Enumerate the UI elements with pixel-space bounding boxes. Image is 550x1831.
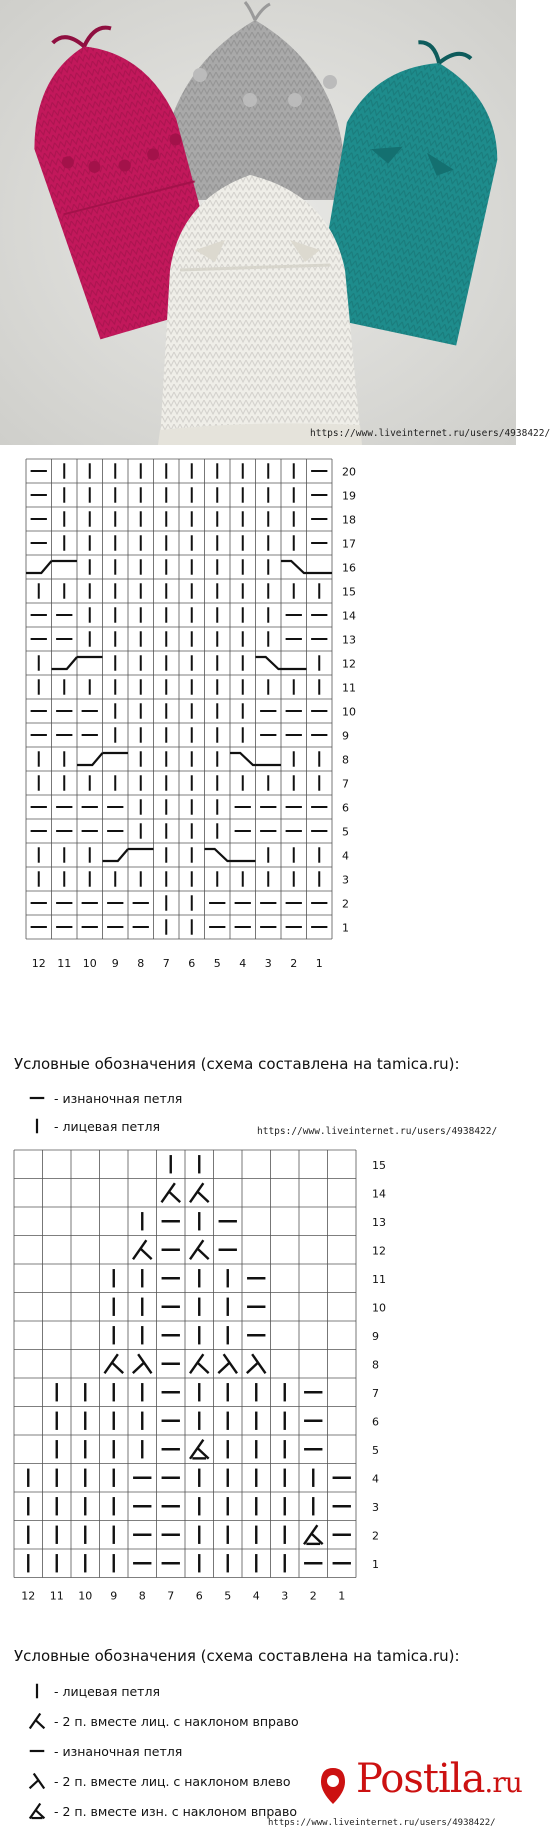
row-label: 6	[372, 1415, 379, 1429]
col-label: 8	[138, 1589, 146, 1603]
cable-step-line	[230, 753, 256, 765]
postila-logo-text: Postila.ru	[356, 1756, 522, 1802]
row-label: 16	[342, 561, 356, 575]
watermark-2[interactable]: https://www.liveinternet.ru/users/4938422/	[257, 1126, 498, 1137]
hats-photo	[0, 0, 550, 445]
k2tog-left-symbol	[30, 1774, 43, 1787]
row-label: 17	[342, 537, 356, 551]
row-label: 10	[342, 705, 356, 719]
cable-step-line	[103, 849, 129, 861]
cable-step-line	[52, 657, 78, 669]
col-label: 7	[167, 1589, 175, 1603]
row-label: 15	[342, 585, 356, 599]
row-label: 1	[342, 921, 349, 935]
row-label: 14	[372, 1187, 386, 1201]
row-label: 9	[342, 729, 349, 743]
col-label: 3	[264, 957, 272, 970]
knitting-chart-2	[0, 1138, 516, 1613]
row-label: 4	[372, 1472, 379, 1486]
col-label: 12	[21, 1589, 36, 1603]
col-label: 4	[252, 1589, 260, 1603]
col-label: 2	[309, 1589, 317, 1603]
k2tog-right-symbol	[105, 1355, 122, 1372]
hats-photo-drawing	[0, 0, 516, 445]
legend-symbol-icon	[26, 1680, 48, 1702]
cable-step-line	[281, 561, 307, 573]
col-label: 5	[213, 957, 221, 970]
k2tog-right-symbol	[162, 1184, 179, 1201]
legend-item	[26, 1087, 182, 1109]
legend-symbol-icon	[26, 1770, 48, 1792]
row-label: 6	[342, 801, 349, 815]
row-label: 7	[372, 1386, 379, 1400]
legend-label: - 2 п. вместе изн. с наклоном вправо	[54, 1803, 297, 1819]
col-label: 1	[315, 957, 323, 970]
cable-step-line	[77, 753, 103, 765]
col-label: 1	[338, 1589, 346, 1603]
row-label: 9	[372, 1329, 379, 1343]
legend-symbol-icon	[26, 1115, 48, 1137]
chart-1-grid	[26, 459, 332, 939]
legend-symbol-icon	[26, 1740, 48, 1762]
photo-watermark[interactable]: https://www.liveinternet.ru/users/4938422/	[310, 428, 550, 439]
legend-label: - 2 п. вместе лиц. с наклоном вправо	[54, 1713, 299, 1729]
row-label: 4	[342, 849, 349, 863]
legend-symbol-icon	[26, 1087, 48, 1109]
k2tog-left-symbol	[134, 1355, 151, 1372]
k2tog-right-symbol	[191, 1184, 208, 1201]
row-label: 8	[342, 753, 349, 767]
row-label: 12	[342, 657, 356, 671]
row-label: 15	[372, 1158, 386, 1172]
legend-label: - изнаночная петля	[54, 1090, 183, 1106]
row-label: 11	[342, 681, 356, 695]
legend-label: - изнаночная петля	[54, 1743, 183, 1759]
row-label: 11	[372, 1272, 386, 1286]
col-label: 10	[78, 1589, 93, 1603]
p2tog-right-symbol	[191, 1441, 208, 1459]
legend-label: - 2 п. вместе лиц. с наклоном влево	[54, 1773, 291, 1789]
row-label: 12	[372, 1244, 386, 1258]
col-label: 11	[57, 957, 72, 970]
legend-item	[26, 1115, 160, 1137]
cable-step-line	[256, 657, 282, 669]
k2tog-right-symbol	[30, 1714, 43, 1727]
col-label: 9	[110, 1589, 118, 1603]
col-label: 6	[188, 957, 196, 970]
k2tog-right-symbol	[191, 1355, 208, 1372]
row-label: 13	[372, 1215, 386, 1229]
knitting-chart-1	[0, 455, 516, 1045]
col-label: 11	[49, 1589, 64, 1603]
row-label: 8	[372, 1358, 379, 1372]
row-label: 5	[372, 1443, 379, 1457]
p2tog-right-symbol	[30, 1804, 43, 1818]
legend-symbol-icon	[26, 1800, 48, 1822]
row-label: 14	[342, 609, 356, 623]
col-label: 10	[82, 957, 97, 970]
cable-step-line	[26, 561, 52, 573]
legend-item	[26, 1770, 291, 1792]
chart-2-grid	[14, 1150, 356, 1578]
legend-2-title: Условные обозначения (схема составлена на tamica.ru):	[14, 1647, 460, 1665]
legend-label: - лицевая петля	[54, 1118, 160, 1134]
row-label: 13	[342, 633, 356, 647]
row-label: 1	[372, 1557, 379, 1571]
k2tog-left-symbol	[248, 1355, 265, 1372]
row-label: 3	[372, 1500, 379, 1514]
cable-step-line	[205, 849, 231, 861]
k2tog-left-symbol	[219, 1355, 236, 1372]
col-label: 3	[281, 1589, 289, 1603]
row-label: 19	[342, 489, 356, 503]
row-label: 7	[342, 777, 349, 791]
legend-item	[26, 1740, 182, 1762]
legend-item	[26, 1800, 297, 1822]
col-label: 4	[239, 957, 247, 970]
bottom-watermark[interactable]: https://www.liveinternet.ru/users/4938422/	[268, 1818, 496, 1828]
row-label: 10	[372, 1301, 386, 1315]
legend-item	[26, 1680, 160, 1702]
col-label: 2	[290, 957, 298, 970]
col-label: 8	[137, 957, 145, 970]
col-label: 6	[195, 1589, 203, 1603]
row-label: 2	[342, 897, 349, 911]
row-label: 20	[342, 465, 356, 479]
legend-symbol-icon	[26, 1710, 48, 1732]
legend-1-title: Условные обозначения (схема составлена на tamica.ru):	[14, 1055, 460, 1073]
k2tog-right-symbol	[134, 1241, 151, 1258]
postila-pin-icon	[318, 1766, 348, 1806]
col-label: 12	[31, 957, 46, 970]
row-label: 18	[342, 513, 356, 527]
legend-item	[26, 1710, 299, 1732]
col-label: 7	[162, 957, 170, 970]
p2tog-right-symbol	[305, 1526, 322, 1544]
row-label: 2	[372, 1529, 379, 1543]
legend-label: - лицевая петля	[54, 1683, 160, 1699]
row-label: 3	[342, 873, 349, 887]
col-label: 9	[111, 957, 119, 970]
row-label: 5	[342, 825, 349, 839]
k2tog-right-symbol	[191, 1241, 208, 1258]
col-label: 5	[224, 1589, 232, 1603]
